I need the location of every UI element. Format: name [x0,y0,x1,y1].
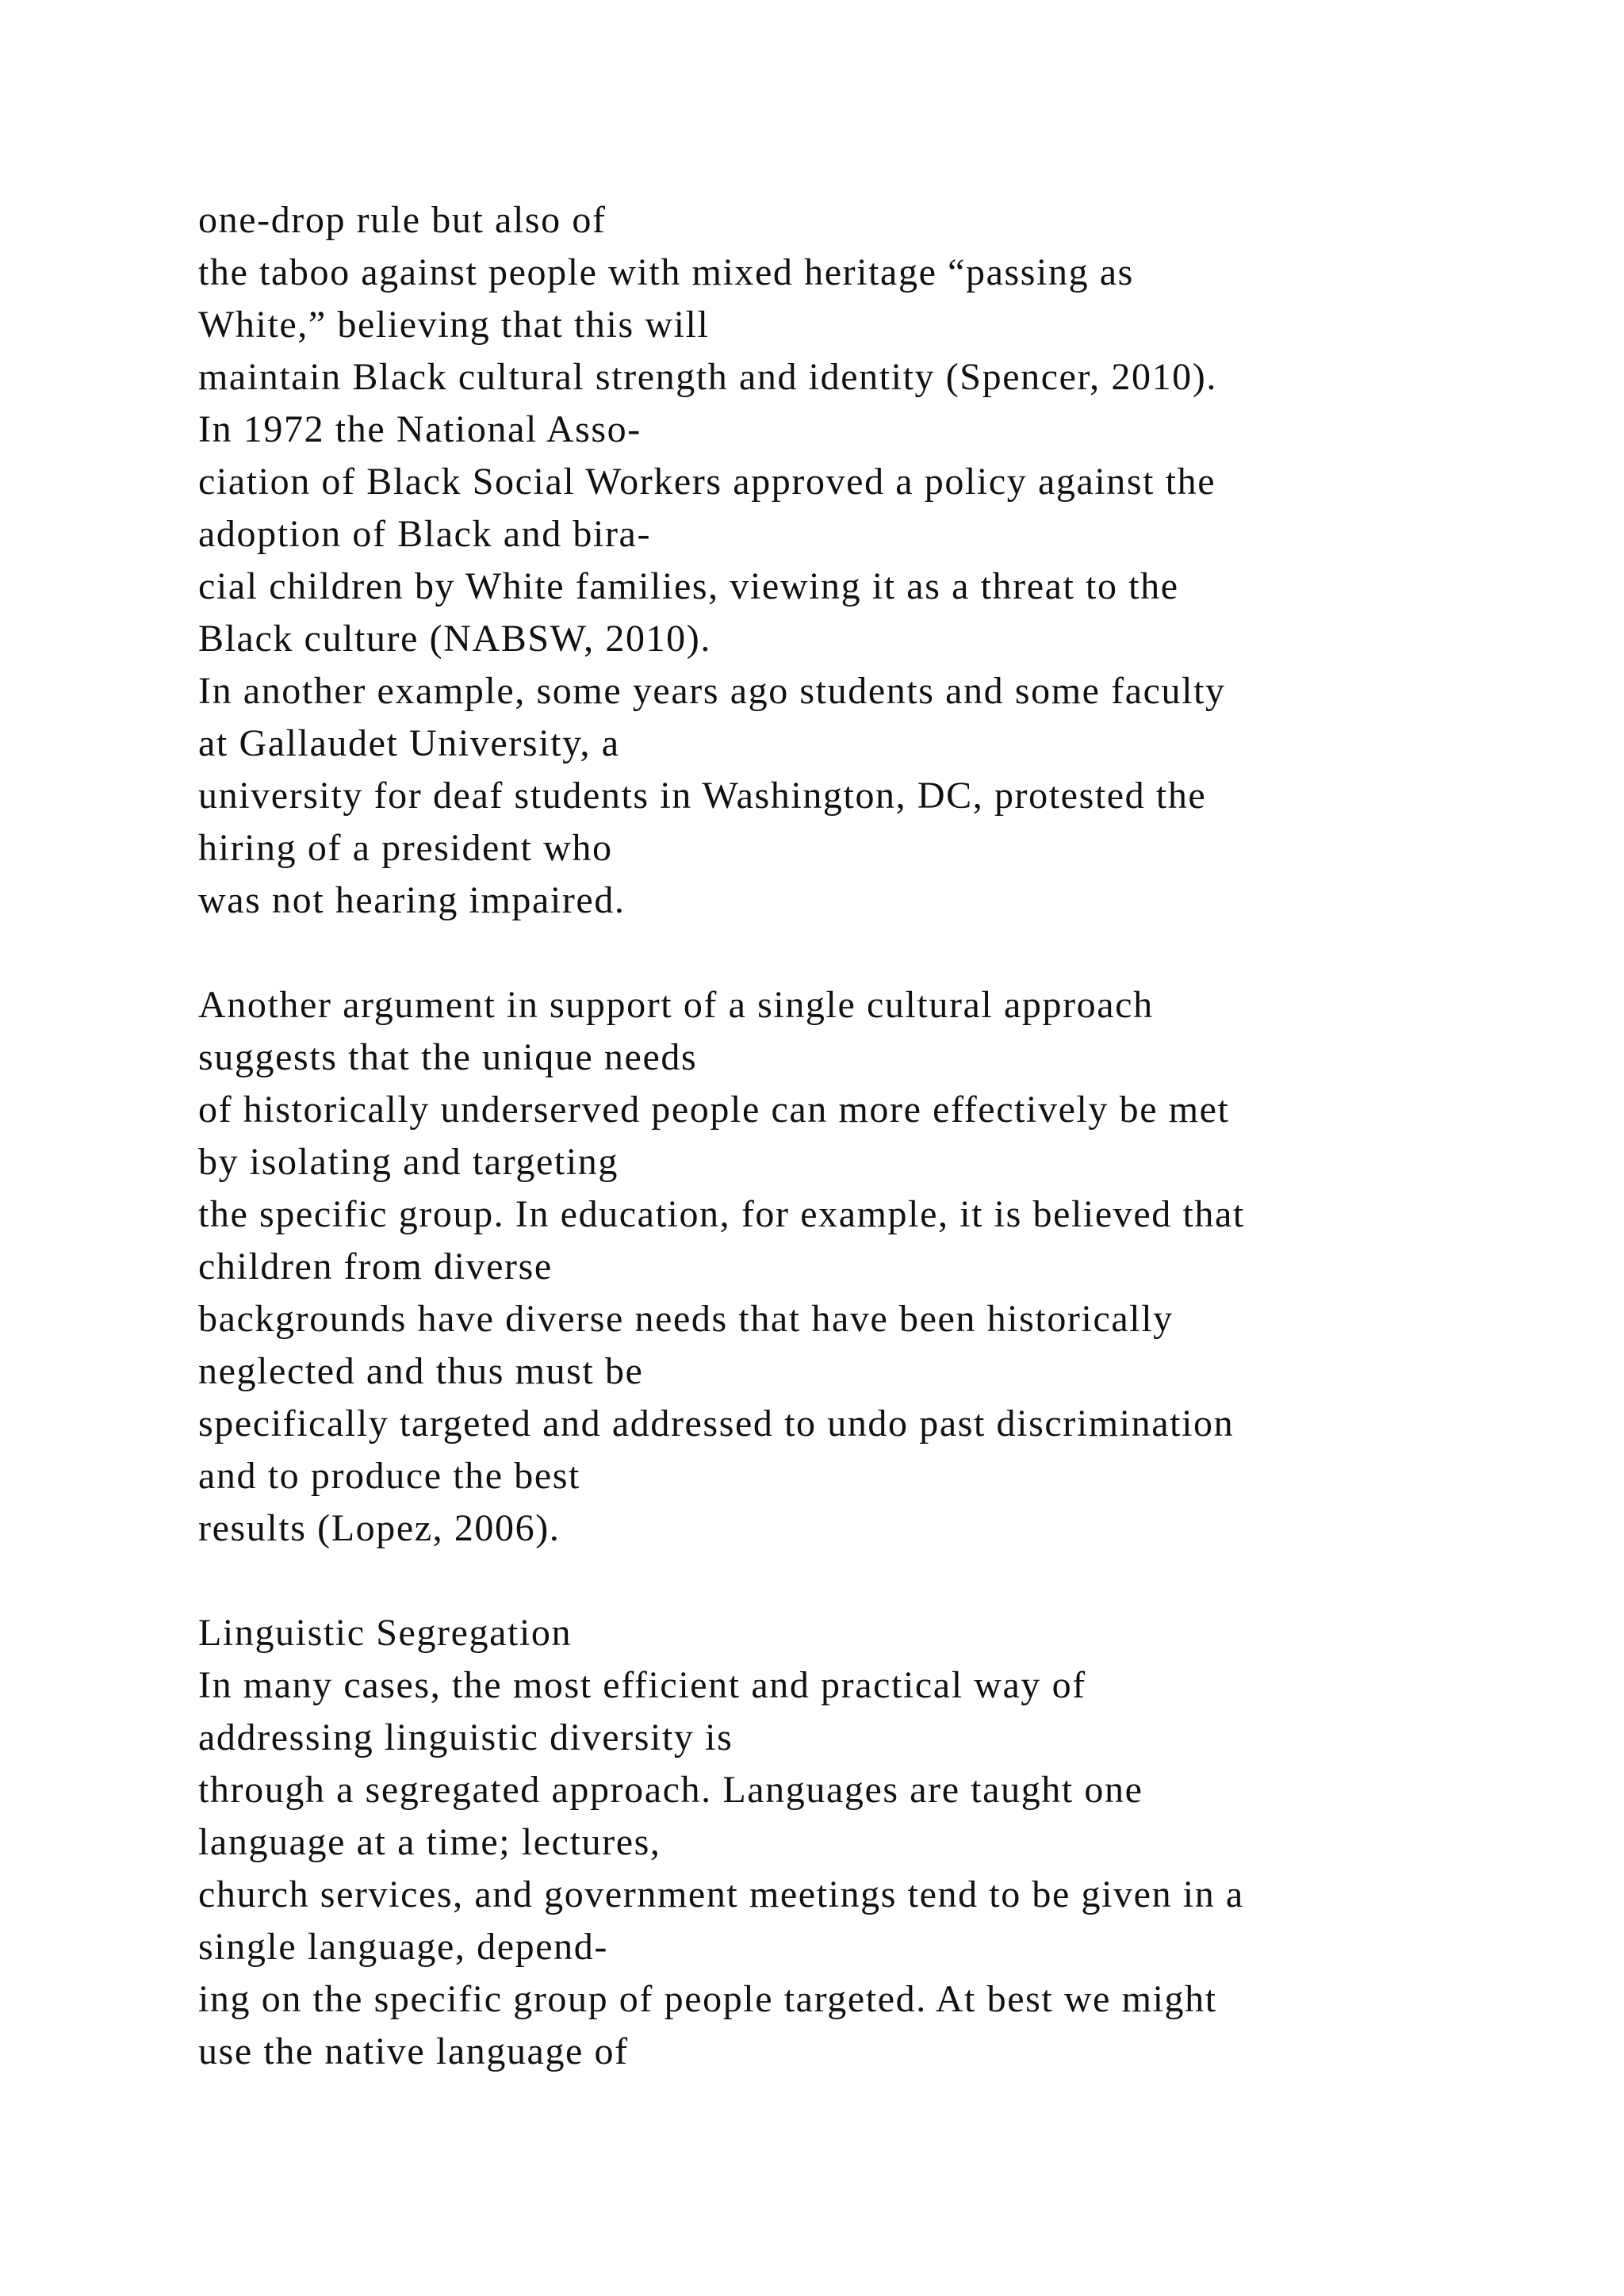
text-line: adoption of Black and bira- [198,513,652,555]
text-line: suggests that the unique needs [198,1036,698,1078]
text-line: single language, depend- [198,1926,608,1968]
text-line: and to produce the best [198,1455,580,1497]
text-line: university for deaf students in Washington, DC, protested the [198,775,1207,817]
text-line: church services, and government meetings tend to be given in a [198,1873,1244,1915]
text-line: of historically underserved people can more effectively be met [198,1089,1230,1131]
section-heading: Linguistic Segregation [198,1612,573,1654]
text-line: Another argument in support of a single cultural approach [198,984,1154,1026]
text-line: ing on the specific group of people targeted. At best we might [198,1978,1217,2020]
text-line: addressing linguistic diversity is [198,1716,733,1758]
text-line: language at a time; lectures, [198,1821,661,1863]
text-line: hiring of a president who [198,827,613,869]
text-line: In many cases, the most efficient and practical way of [198,1664,1086,1706]
text-line: the specific group. In education, for example, it is believed that [198,1193,1245,1235]
text-line: one-drop rule but also of [198,199,607,241]
text-line: through a segregated approach. Languages are taught one [198,1769,1143,1811]
text-line: In another example, some years ago students and some faculty [198,670,1226,712]
text-line: backgrounds have diverse needs that have been historically [198,1298,1174,1340]
text-line: specifically targeted and addressed to undo past discrimination [198,1402,1235,1445]
text-line: Black culture (NABSW, 2010). [198,618,711,660]
text-line: by isolating and targeting [198,1141,619,1183]
text-line: neglected and thus must be [198,1350,644,1392]
text-line: was not hearing impaired. [198,879,626,921]
text-line: children from diverse [198,1246,553,1288]
document-body [198,194,1546,2078]
text-line: the taboo against people with mixed heritage “passing as [198,251,1134,293]
text-line: ciation of Black Social Workers approved a policy against the [198,461,1216,503]
paragraph-break [198,1555,1546,1607]
text-line: maintain Black cultural strength and identity (Spencer, 2010). [198,356,1217,398]
text-line: cial children by White families, viewing it as a threat to the [198,565,1179,607]
paragraph-break [198,927,1546,979]
text-line: White,” believing that this will [198,304,710,346]
text-line: In 1972 the National Asso- [198,408,642,450]
text-line: at Gallaudet University, a [198,722,620,764]
text-line: use the native language of [198,2030,629,2072]
text-line: results (Lopez, 2006). [198,1507,561,1549]
